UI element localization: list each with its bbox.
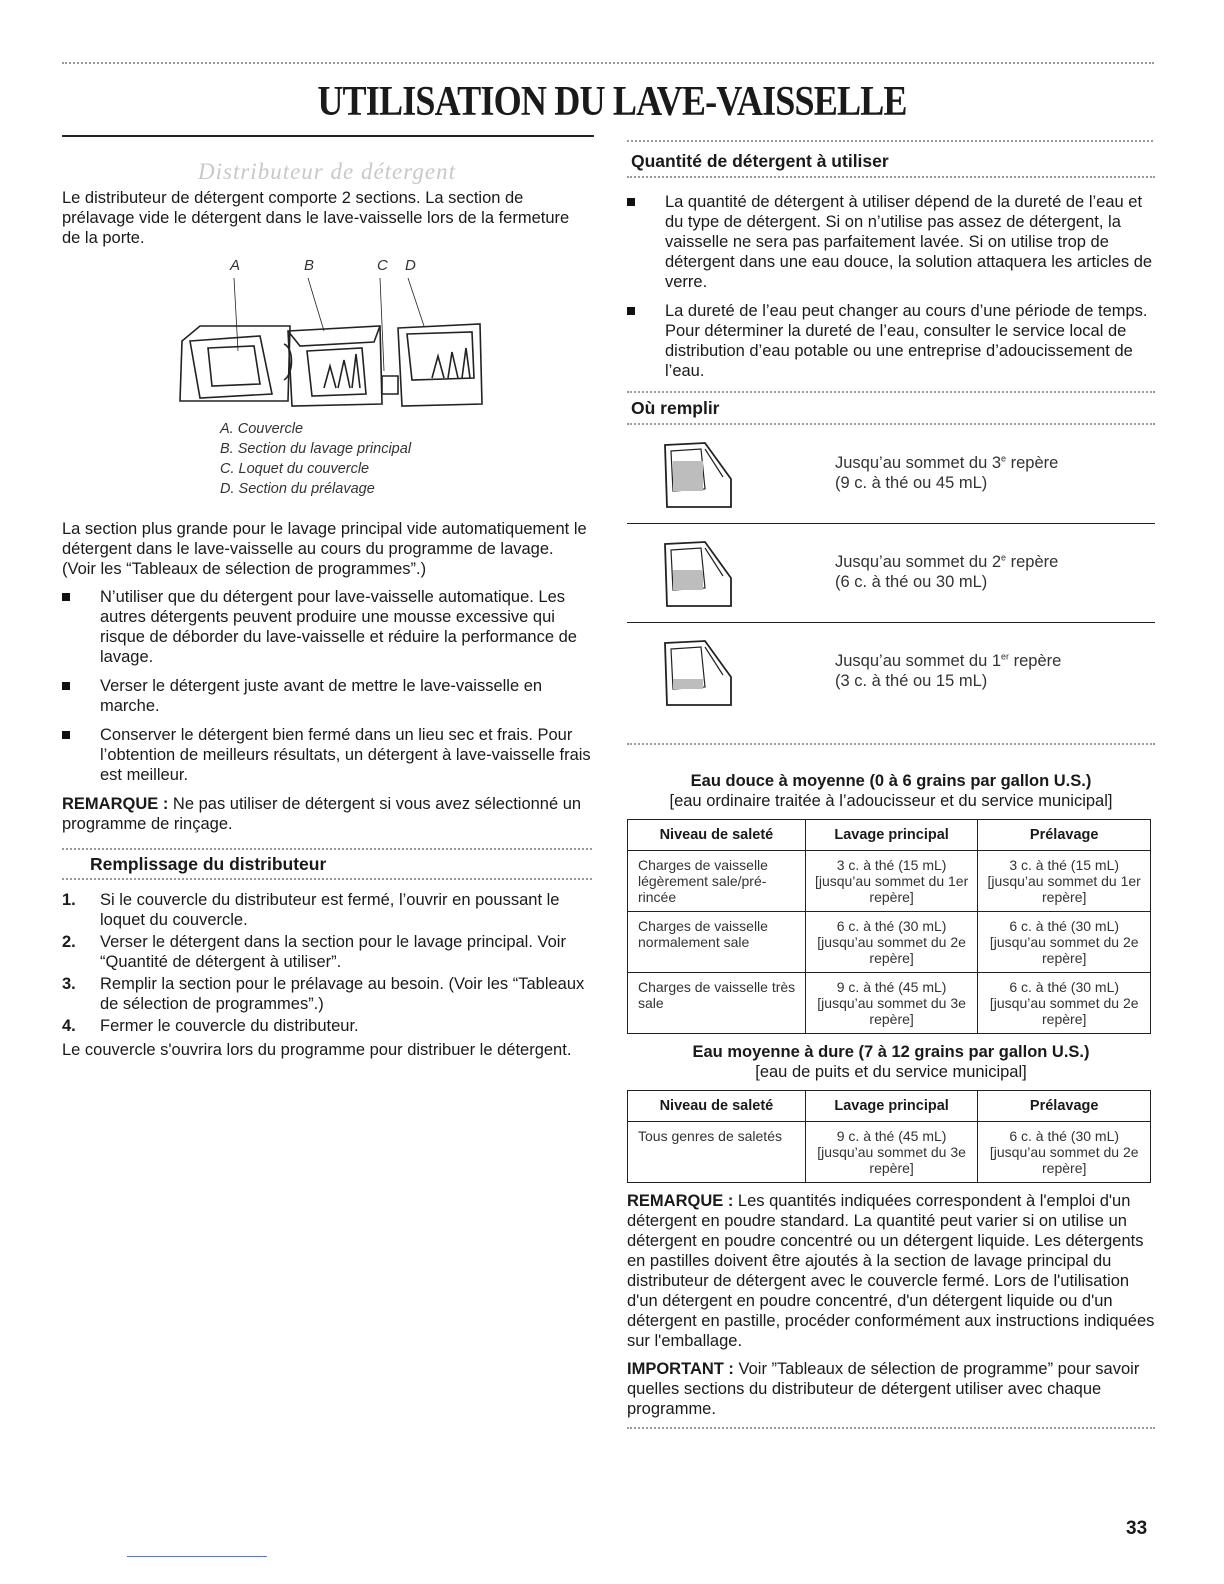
table2-subtitle: [eau de puits et du service municipal]: [755, 1063, 1027, 1081]
bullet-item: La dureté de l’eau peut changer au cours d’une période de temps. Pour déterminer la dureté de l’eau, consulter le service local de distribution d’eau potable ou une entreprise d’adoucissement de l’eau.: [627, 301, 1155, 381]
table-cell: 3 c. à thé (15 mL) [jusqu’au sommet du 1er repère]: [978, 851, 1151, 912]
dotted-rule: [62, 878, 592, 880]
table-cell: 6 c. à thé (30 mL) [jusqu’au sommet du 2e repère]: [978, 973, 1151, 1034]
table-cell: 9 c. à thé (45 mL) [jusqu’au sommet du 3e repère]: [805, 1122, 978, 1183]
table-cell: 6 c. à thé (30 mL) [jusqu’au sommet du 2e repère]: [978, 1122, 1151, 1183]
where-to-fill-heading: Où remplir: [631, 398, 720, 418]
table-header-row: [628, 1091, 1151, 1122]
fill-level-text: Jusqu’au sommet du 3e repère (9 c. à thé ou 45 mL): [835, 453, 1059, 492]
table-cell: 3 c. à thé (15 mL) [jusqu’au sommet du 1er repère]: [805, 851, 978, 912]
fill-amount: [673, 679, 703, 689]
table-row: [628, 973, 1151, 1034]
figure-label-b: B: [304, 257, 315, 274]
page-title: UTILISATION DU LAVE-VAISSELLE: [317, 79, 907, 125]
fill-amount: [673, 570, 703, 590]
dispenser-figure: [62, 256, 592, 411]
page-number: 33: [1126, 1518, 1148, 1539]
fill-level-icon: [661, 538, 735, 610]
step-item: 1. Si le couvercle du distributeur est fermé, l’ouvrir en poussant le loquet du couvercle.: [62, 891, 560, 929]
important-label: IMPORTANT :: [627, 1360, 734, 1378]
step-item: 3. Remplir la section pour le prélavage au besoin. (Voir les “Tableaux de sélection de programmes”.): [62, 975, 585, 1013]
remarque-text: Ne pas utiliser de détergent si vous avez sélectionné un programme de rinçage.: [62, 795, 582, 833]
important-note: [627, 1359, 1155, 1419]
table-cell: 9 c. à thé (45 mL) [jusqu’au sommet du 3e repère]: [805, 973, 978, 1034]
fill-level-row: [627, 425, 1155, 524]
dotted-rule: [627, 743, 1155, 745]
table2-title: Eau moyenne à dure (7 à 12 grains par gallon U.S.): [692, 1043, 1090, 1061]
fill-level-list: [627, 425, 1155, 721]
column-header: Prélavage: [978, 1091, 1151, 1122]
caption-c: C. Loquet du couvercle: [220, 461, 370, 477]
bullet-item: Conserver le détergent bien fermé dans un lieu sec et frais. Pour l’obtention de meilleurs résultats, un détergent à lave-vaisselle frais est meilleur.: [62, 725, 592, 785]
quantity-heading: Quantité de détergent à utiliser: [631, 151, 889, 171]
soft-water-table: [627, 819, 1151, 1034]
right-column: [627, 146, 1155, 1429]
table-row: [628, 1122, 1151, 1183]
remarque-text: Les quantités indiquées correspondent à l'emploi d'un détergent en poudre standard. La quantité peut varier si on utilise un détergent en poudre concentré ou un détergent liquide. Les détergents en pastilles doivent être ajoutés à la section de lavage principal du distributeur de détergent avec le couvercle fermé. Lors de l'utilisation d'un détergent en poudre concentré, d'un détergent liquide ou d'un détergent en pastille, procéder conformément aux instructions indiquées sur l'emballage.: [627, 1192, 1155, 1350]
closing-paragraph: Le couvercle s'ouvrira lors du programme pour distribuer le détergent.: [62, 1041, 572, 1059]
bullet-item: La quantité de détergent à utiliser dépend de la dureté de l’eau et du type de détergent. Si on n’utilise pas assez de détergent, la vaisselle ne sera pas parfaitement lavée. Si on utilise trop de détergent dans une eau douce, la solution attaquera les articles de verre.: [627, 192, 1155, 292]
dotted-rule: [627, 1427, 1155, 1429]
table-cell: Tous genres de saletés: [628, 1122, 806, 1183]
dispenser-illustration: [62, 256, 592, 411]
remarque-label: REMARQUE :: [62, 795, 169, 813]
left-section-rule: [62, 135, 594, 137]
step-item: 4. Fermer le couvercle du distributeur.: [62, 1017, 359, 1035]
left-column: [62, 146, 592, 1068]
table-header-row: [628, 820, 1151, 851]
figure-label-d: D: [405, 257, 416, 274]
table-cell: Charges de vaisselle normalement sale: [628, 912, 806, 973]
step-item: 2. Verser le détergent dans la section pour le lavage principal. Voir “Quantité de détergent à utiliser”.: [62, 933, 566, 971]
remarque-label: REMARQUE :: [627, 1192, 734, 1210]
bullet-item: Verser le détergent juste avant de mettre le lave-vaisselle en marche.: [62, 676, 592, 716]
caption-d: D. Section du prélavage: [220, 481, 375, 497]
fill-level-row: [627, 524, 1155, 623]
bottom-link-rule: [127, 1556, 267, 1557]
top-dotted-rule: [62, 62, 1154, 64]
caption-b: B. Section du lavage principal: [220, 441, 412, 457]
fill-dispenser-heading: Remplissage du distributeur: [90, 854, 327, 874]
table-cell: Charges de vaisselle très sale: [628, 973, 806, 1034]
column-header: Lavage principal: [805, 1091, 978, 1122]
section-title-detergent-dispenser: Distributeur de détergent: [198, 159, 456, 184]
column-header: Niveau de saleté: [628, 820, 806, 851]
table-cell: 6 c. à thé (30 mL) [jusqu’au sommet du 2e repère]: [805, 912, 978, 973]
figure-label-c: C: [377, 257, 388, 274]
table-row: [628, 851, 1151, 912]
caption-a: A. Couvercle: [220, 421, 304, 437]
dotted-rule: [627, 176, 1155, 178]
fill-level-icon: [661, 637, 735, 709]
intro-paragraph: Le distributeur de détergent comporte 2 sections. La section de prélavage vide le détergent dans le lave-vaisselle lors de la fermeture de la porte.: [62, 189, 570, 247]
column-header: Niveau de saleté: [628, 1091, 806, 1122]
hard-water-table: [627, 1090, 1151, 1183]
table1-title: Eau douce à moyenne (0 à 6 grains par gallon U.S.): [690, 772, 1092, 790]
fill-level-row: [627, 623, 1155, 721]
bullet-item: N’utiliser que du détergent pour lave-vaisselle automatique. Les autres détergents peuvent produire une mousse excessive qui risque de déborder du lave-vaisselle et réduire la performance de lavage.: [62, 587, 592, 667]
table-cell: 6 c. à thé (30 mL) [jusqu’au sommet du 2e repère]: [978, 912, 1151, 973]
remarque-note: [62, 794, 592, 834]
important-text: Voir ”Tableaux de sélection de programme” pour savoir quelles sections du distributeur de détergent utiliser avec chaque programme.: [627, 1360, 1140, 1418]
fill-level-icon: [661, 439, 735, 511]
remarque-note: [627, 1191, 1155, 1351]
figure-label-a: A: [230, 257, 241, 274]
fill-level-text: Jusqu’au sommet du 1er repère (3 c. à thé ou 15 mL): [835, 651, 1062, 690]
table-cell: Charges de vaisselle légèrement sale/pré-rincée: [628, 851, 806, 912]
right-section-rule: [627, 140, 1153, 142]
figure-captions: [220, 419, 592, 499]
table1-subtitle: [eau ordinaire traitée à l’adoucisseur et du service municipal]: [669, 792, 1113, 810]
main-wash-paragraph: La section plus grande pour le lavage principal vide automatiquement le détergent dans le lave-vaisselle au cours du programme de lavage. (Voir les “Tableaux de sélection de programmes”.): [62, 520, 587, 578]
fill-level-text: Jusqu’au sommet du 2e repère (6 c. à thé ou 30 mL): [835, 552, 1059, 591]
column-header: Prélavage: [978, 820, 1151, 851]
table-row: [628, 912, 1151, 973]
column-header: Lavage principal: [805, 820, 978, 851]
fill-amount: [673, 461, 703, 491]
